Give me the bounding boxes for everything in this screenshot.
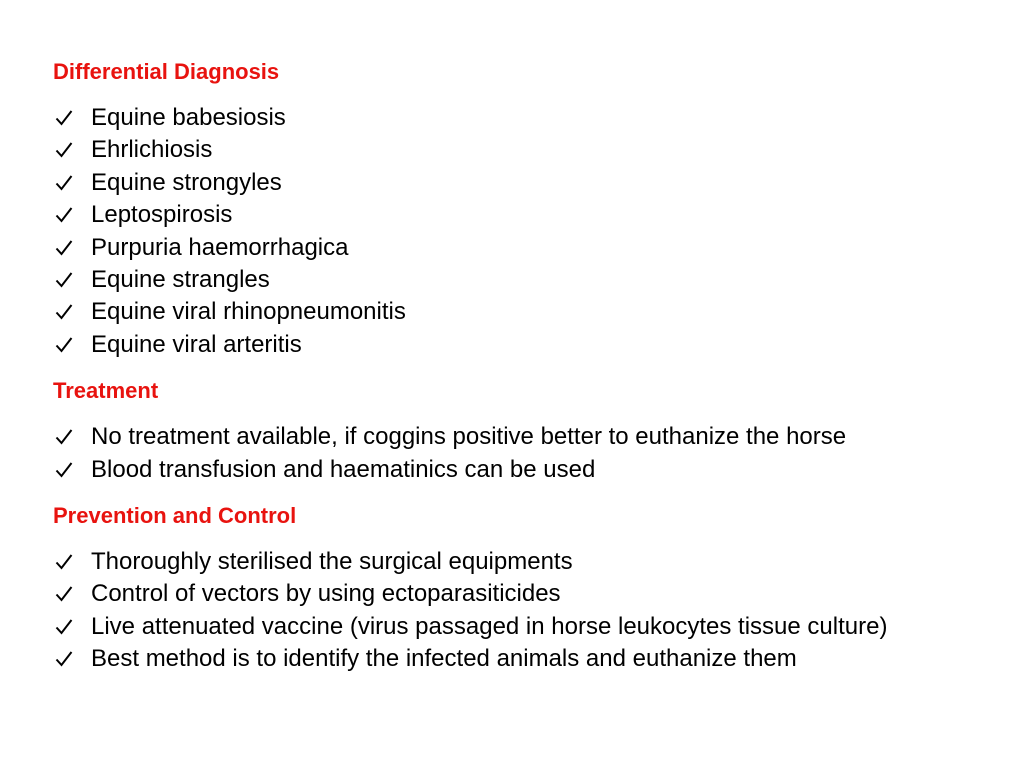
list-item-label: Thoroughly sterilised the surgical equipments <box>91 547 573 575</box>
list-item <box>53 296 1013 328</box>
list-item-label: Live attenuated vaccine (virus passaged in horse leukocytes tissue culture) <box>91 612 888 640</box>
list-item <box>53 329 1013 361</box>
list-item <box>53 421 1013 453</box>
list-item <box>53 264 1013 296</box>
list-item <box>53 454 1013 486</box>
check-mark-icon <box>55 167 75 199</box>
list-item-label: Equine viral arteritis <box>91 330 302 358</box>
treatment-list <box>53 421 1013 486</box>
list-item <box>53 102 1013 134</box>
check-mark-icon <box>55 199 75 231</box>
prevention-control-list <box>53 546 1013 676</box>
list-item-label: Purpuria haemorrhagica <box>91 233 349 261</box>
check-mark-icon <box>55 546 75 578</box>
list-item <box>53 611 1013 643</box>
check-mark-icon <box>55 264 75 296</box>
check-mark-icon <box>55 296 75 328</box>
check-mark-icon <box>55 134 75 166</box>
list-item <box>53 134 1013 166</box>
list-item <box>53 232 1013 264</box>
check-mark-icon <box>55 611 75 643</box>
list-item-label: Best method is to identify the infected animals and euthanize them <box>91 645 797 673</box>
check-mark-icon <box>55 232 75 264</box>
differential-diagnosis-list <box>53 102 1013 361</box>
list-item-label: Equine babesiosis <box>91 104 286 131</box>
list-item-label: Blood transfusion and haematinics can be used <box>91 455 596 483</box>
list-item <box>53 643 1013 675</box>
check-mark-icon <box>55 454 75 486</box>
list-item-label: Equine viral rhinopneumonitis <box>91 298 406 326</box>
treatment-heading: Treatment <box>53 378 159 404</box>
check-mark-icon <box>55 643 75 675</box>
list-item <box>53 167 1013 199</box>
check-mark-icon <box>55 329 75 361</box>
check-mark-icon <box>55 578 75 610</box>
list-item-label: Leptospirosis <box>91 201 233 229</box>
check-mark-icon <box>55 102 75 134</box>
list-item-label: Equine strangles <box>91 265 270 293</box>
list-item-label: Ehrlichiosis <box>91 136 213 164</box>
slide-content <box>53 56 1013 675</box>
list-item <box>53 546 1013 578</box>
list-item-label: No treatment available, if coggins positive better to euthanize the horse <box>91 423 847 451</box>
list-item-label: Control of vectors by using ectoparasiticides <box>91 580 561 608</box>
check-mark-icon <box>55 421 75 453</box>
list-item-label: Equine strongyles <box>91 168 282 196</box>
list-item <box>53 199 1013 231</box>
list-item <box>53 578 1013 610</box>
differential-diagnosis-heading: Differential Diagnosis <box>53 59 280 84</box>
prevention-control-heading: Prevention and Control <box>53 502 297 528</box>
